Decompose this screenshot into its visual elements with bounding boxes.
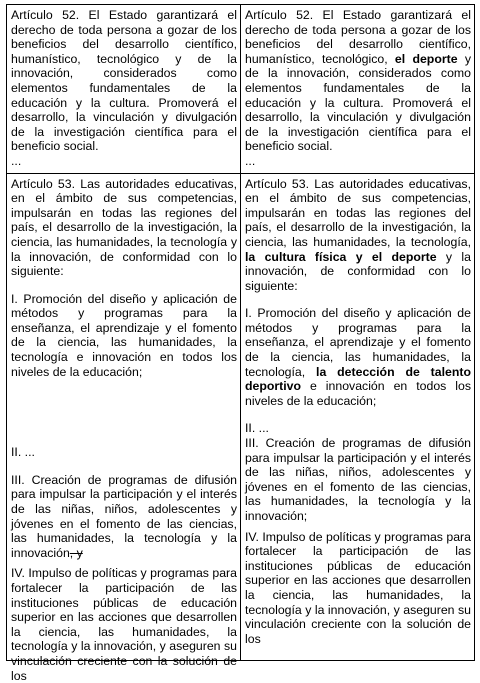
fraction-ii: II. ... [11,445,35,460]
text-run: y de la innovación, considerados como elementos fundamentales de la educación y la cultura. Promoverá el desarrollo, la vinculación y divulgación de la investigación científica para el beneficio social. [245,51,471,154]
text-run: e innovación en todos los niveles de la educación; [245,379,471,408]
cell-proposed-article-52 [241,5,475,174]
deleted-text: , y [69,545,83,560]
article-53-intro [245,177,471,294]
added-text: la cultura física y el deporte [245,249,437,264]
ellipsis: ... [11,153,22,168]
added-text: el deporte [394,51,458,66]
fraction-i [245,306,471,408]
article-52-text: Artículo 52. El Estado garantizará el derecho de toda persona a gozar de los beneficios del desarrollo científico, humanístico, tecnológico y de la innovación, considerados como elementos fundamentales de la educación y la cultura. Promoverá el desarrollo, la vinculación y divulgación de la investigación científica para el beneficio social. [11,8,237,154]
fraction-i: I. Promoción del diseño y aplicación de métodos y programas para la enseñanza, el aprendizaje y el fomento de la ciencia, las humanidades, la tecnología e innovación en todos los niveles de la educación; [11,291,237,379]
ellipsis: ... [245,153,256,168]
cell-current-article-52 [7,5,241,174]
text-run: y la innovación, de conformidad con lo siguiente: [245,249,471,293]
fraction-ii: II. ... [245,421,269,436]
article-52-text [245,8,471,154]
table-row-article-52 [7,5,475,174]
fraction-iv: IV. Impulso de políticas y programas para fortalecer la participación de las instituciones públicas de educación superior en las acciones que desarrollen la ciencia, las humanidades, la tecnología y la innovación, y aseguren su vinculación creciente con la solución de los [245,529,471,646]
added-text: la detección de talento deportivo [245,364,471,394]
text-run: I. Promoción del diseño y aplicación de métodos y programas para la enseñanza, el aprendizaje y el fomento de la ciencia, las humanidades, la tecnología, [245,306,471,379]
fraction-iii: III. Creación de programas de difusión para impulsar la participación y el interés de las niñas, niños, adolescentes y jóvenes en el fomento de las ciencias, las humanidades, la tecnología y la innovación; [245,436,471,523]
table-row-article-53 [7,173,475,661]
cell-proposed-article-53 [241,173,475,661]
comparison-table [6,4,475,683]
fraction-iii [11,473,237,561]
article-53-intro: Artículo 53. Las autoridades educativas, en el ámbito de sus competencias, impulsarán en todas las regiones del país, el desarrollo de la investigación, la ciencia, las humanidades, la tecnología y la innovación, de conformidad con lo siguiente: [11,176,237,279]
text-run: Artículo 53. Las autoridades educativas, en el ámbito de sus competencias, impulsarán en todas las regiones del país, el desarrollo de la investigación, la ciencia, las humanidades, la tecnología, [245,176,471,249]
text-run: Artículo 52. El Estado garantizará el derecho de toda persona a gozar de los beneficios del desarrollo científico, humanístico, tecnológico, [245,8,471,66]
text-run: III. Creación de programas de difusión para impulsar la participación y el interés de las niñas, niños, adolescentes y jóvenes en el fomento de las ciencias, las humanidades, la tecnología y la innovación [11,472,237,560]
fraction-iv: IV. Impulso de políticas y programas para fortalecer la participación de las instituciones públicas de educación superior en las acciones que desarrollen la ciencia, las humanidades, la tecnología y la innovación, y aseguren su vinculación creciente con la solución de los [11,566,237,683]
cell-current-article-53 [7,173,241,683]
